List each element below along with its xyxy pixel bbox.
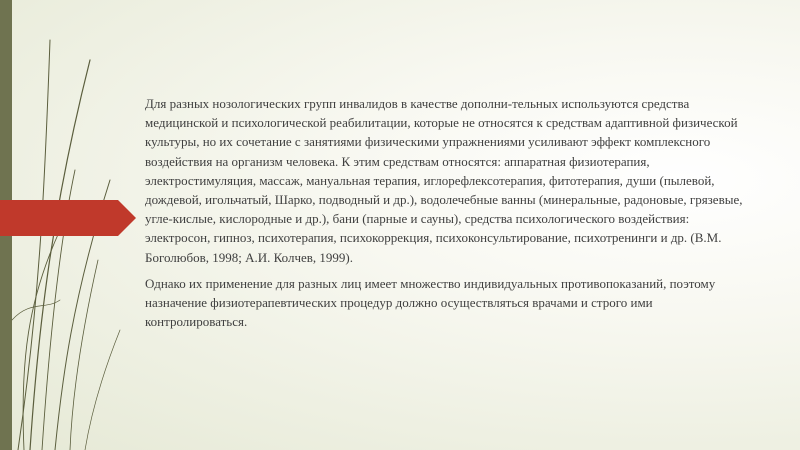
paragraph-2: Однако их применение для разных лиц имеет множество индивидуальных противопоказаний, поэтому назначение физиотерапевтических процедур должно осуществляться врачами и строго ими контролироваться. — [145, 275, 716, 330]
paragraph-1: Для разных нозологических групп инвалидов в качестве дополни-тельных используются средства медицинской и психологической реабилитации, которые не относятся к средствам адаптивной физической культуры, но их сочетание с занятиями физическими упражнениями усиливают эффект комплексного воздействия на организм человека. К этим средствам относятся: аппаратная физиотерапия, электростимуляция, массаж, мануальная терапия, иглорефлексотерапия, фитотерапия, души (пылевой, дождевой, игольчатый, Шарко, подводный и др.), водолечебные ванны (минеральные, радоновые, грязевые, угле-кислые, кислородные и др.), бани (парные и сауны), средства психологического воздействия: электросон, гипноз, психотерапия, психокоррекция, психоконсультирование, психотренинги и др. (В.М. Боголюбов, 1998; А.И. Колчев, 1999). — [145, 96, 743, 265]
red-arrow-shape — [0, 200, 136, 236]
slide-body — [145, 94, 745, 338]
